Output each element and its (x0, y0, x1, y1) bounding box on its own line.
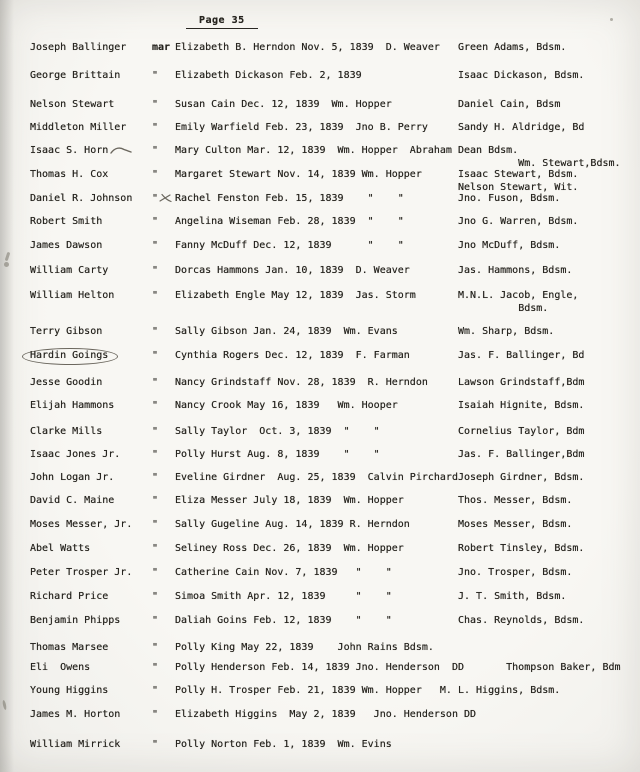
record-row (0, 518, 640, 531)
bondsman-line: Robert Tinsley, Bdsm. (458, 543, 585, 554)
scan-speck (610, 18, 613, 21)
groom-name: Benjamin Phipps (30, 615, 121, 626)
groom-name: Eli Owens (30, 662, 91, 673)
bondsman-line: Jas. F. Ballinger, Bd (458, 350, 585, 361)
bride-date-surety: Sally Gugeline Aug. 14, 1839 R. Herndon (175, 519, 410, 530)
bride-date-surety: Angelina Wiseman Feb. 28, 1839 " " (175, 216, 404, 227)
ditto-mark: " (152, 495, 159, 506)
scan-speck (4, 262, 9, 267)
groom-name (30, 349, 152, 365)
groom-name: Middleton Miller (30, 122, 127, 133)
groom-name: Isaac Jones Jr. (30, 449, 121, 460)
bondsman-line: Thompson Baker, Bdm (463, 662, 621, 673)
ditto-mark: " (152, 265, 159, 276)
record-row (0, 590, 640, 603)
record-row (0, 641, 640, 654)
pencil-circle: Hardin Goings (22, 348, 118, 365)
bride-date-surety: Eliza Messer July 18, 1839 Wm. Hopper (175, 495, 404, 506)
bondsman (458, 399, 640, 412)
record-row (0, 542, 640, 555)
groom-name: Isaac S. Horn (30, 144, 152, 157)
bride-date-surety: Seliney Ross Dec. 26, 1839 Wm. Hopper (175, 543, 404, 554)
bondsman (458, 289, 640, 315)
record-row (0, 684, 640, 697)
record-row (0, 264, 640, 277)
bondsman (458, 41, 640, 54)
ditto-mark: " (152, 685, 159, 696)
bondsman-line: Cornelius Taylor, Bdm (458, 426, 585, 437)
bondsman-line: Chas. Reynolds, Bdsm. (458, 615, 585, 626)
records-list (0, 41, 640, 751)
record-row (0, 215, 640, 228)
bondsman-line: Nelson Stewart, Wit. (458, 182, 579, 193)
ditto-mark: " (152, 350, 159, 361)
record-row (0, 289, 640, 315)
bondsman (458, 471, 640, 484)
groom-name: Joseph Ballinger (30, 42, 127, 53)
ditto-mark: " (152, 615, 159, 626)
groom-name: Abel Watts (30, 543, 91, 554)
ditto-mark: " (152, 426, 159, 437)
ditto-mark: " (152, 543, 159, 554)
bondsman (458, 494, 640, 507)
bride-date-surety: Simoa Smith Apr. 12, 1839 " " (175, 591, 392, 602)
bondsman (458, 98, 640, 111)
ditto-mark: mar (152, 42, 171, 53)
record-row (0, 471, 640, 484)
bondsman (458, 69, 640, 82)
record-row (0, 661, 640, 674)
groom-name: Robert Smith (30, 216, 103, 227)
groom-name: David C. Maine (30, 495, 115, 506)
record-row (0, 168, 640, 194)
groom-name: Elijah Hammons (30, 400, 115, 411)
bondsman-line: J. T. Smith, Bdsm. (458, 591, 567, 602)
bondsman-line: Bdsm. (458, 303, 549, 314)
bride-date-surety: Polly H. Trosper Feb. 21, 1839 Wm. Hopper M. L. Higgins, Bdsm. (175, 685, 561, 696)
bride-date-surety: Margaret Stewart Nov. 14, 1839 Wm. Hopper (175, 169, 422, 180)
bondsman (458, 192, 640, 205)
bondsman (458, 239, 640, 252)
groom-name: Thomas H. Cox (30, 169, 109, 180)
groom-name: George Brittain (30, 70, 121, 81)
bondsman-line: Wm. Sharp, Bdsm. (458, 326, 555, 337)
bondsman (458, 590, 640, 603)
bondsman (458, 448, 640, 461)
record-row (0, 41, 640, 54)
groom-name: Moses Messer, Jr. (30, 519, 133, 530)
bride-date-surety: Elizabeth Dickason Feb. 2, 1839 (175, 70, 362, 81)
bride-date-surety: Polly King May 22, 1839 John Rains Bdsm. (175, 642, 434, 653)
bondsman (458, 566, 640, 579)
ditto-mark: " (152, 290, 159, 301)
bondsman-line: Jas. Hammons, Bdsm. (458, 265, 573, 276)
page-title: Page 35 (186, 14, 258, 29)
bondsman (458, 376, 640, 389)
bondsman-line: Daniel Cain, Bdsm (458, 99, 561, 110)
groom-name: James Dawson (30, 240, 103, 251)
bride-date-surety: Catherine Cain Nov. 7, 1839 " " (175, 567, 392, 578)
bride-date-surety: Eveline Girdner Aug. 25, 1839 Calvin Pirchard (175, 472, 458, 483)
bondsman-line: Green Adams, Bdsm. (458, 42, 567, 53)
bride-date-surety: Dorcas Hammons Jan. 10, 1839 D. Weaver (175, 265, 410, 276)
bondsman-line: Isaiah Hignite, Bdsm. (458, 400, 585, 411)
record-row (0, 425, 640, 438)
groom-name: James M. Horton (30, 709, 121, 720)
record-row (0, 98, 640, 111)
groom-name: William Mirrick (30, 739, 121, 750)
groom-name: John Logan Jr. (30, 472, 115, 483)
groom-name: Richard Price (30, 591, 109, 602)
record-row (0, 144, 640, 170)
bride-date-surety: Polly Henderson Feb. 14, 1839 Jno. Henderson DD (175, 662, 464, 673)
bondsman (458, 121, 640, 134)
bride-date-surety: Cynthia Rogers Dec. 12, 1839 F. Farman (175, 350, 410, 361)
ditto-mark: " (152, 377, 159, 388)
bondsman-line: Jno McDuff, Bdsm. (458, 240, 561, 251)
groom-name: William Helton (30, 290, 115, 301)
ditto-mark: " (152, 169, 159, 180)
record-row (0, 448, 640, 461)
ditto-mark: " (152, 662, 159, 673)
bride-date-surety: Sally Gibson Jan. 24, 1839 Wm. Evans (175, 326, 398, 337)
scan-edge-shadow (0, 0, 14, 772)
ditto-mark: " (152, 449, 159, 460)
bondsman-line: Isaac Stewart, Bdsm. (458, 169, 579, 180)
bride-date-surety: Nancy Crook May 16, 1839 Wm. Hooper (175, 400, 398, 411)
record-row (0, 349, 640, 365)
ditto-mark: " (152, 193, 159, 204)
bondsman-line (518, 144, 640, 157)
bondsman-line: Thos. Messer, Bdsm. (458, 495, 573, 506)
groom-name: Nelson Stewart (30, 99, 115, 110)
bride-date-surety: Mary Culton Mar. 12, 1839 Wm. Hopper Abraham Dean Bdsm. (175, 145, 519, 156)
bondsman (518, 144, 640, 170)
record-row (0, 566, 640, 579)
ditto-mark: " (152, 240, 159, 251)
ditto-mark: " (152, 709, 159, 720)
ditto-mark: " (152, 591, 159, 602)
ditto-mark: " (152, 400, 159, 411)
bondsman-line: Jas. F. Ballinger,Bdm (458, 449, 585, 460)
groom-name: Peter Trosper Jr. (30, 567, 133, 578)
ditto-mark: " (152, 216, 159, 227)
bondsman-line: Sandy H. Aldridge, Bd (458, 122, 585, 133)
bride-date-surety: Emily Warfield Feb. 23, 1839 Jno B. Perry (175, 122, 428, 133)
ditto-mark: " (152, 145, 159, 156)
bride-date-surety: Polly Norton Feb. 1, 1839 Wm. Evins (175, 739, 392, 750)
groom-name: Young Higgins (30, 685, 109, 696)
ditto-mark: " (152, 567, 159, 578)
bondsman (458, 264, 640, 277)
bride-date-surety: Fanny McDuff Dec. 12, 1839 " " (175, 240, 404, 251)
bondsman-line: M.N.L. Jacob, Engle, (458, 290, 579, 301)
record-row (0, 494, 640, 507)
record-row (0, 192, 640, 205)
bondsman-line: Jno. Fuson, Bdsm. (458, 193, 561, 204)
bondsman-line: Joseph Girdner, Bdsm. (458, 472, 585, 483)
bondsman (458, 215, 640, 228)
bride-date-surety: Daliah Goins Feb. 12, 1839 " " (175, 615, 392, 626)
pencil-x-mark (159, 193, 172, 203)
record-row (0, 376, 640, 389)
groom-name: Terry Gibson (30, 326, 103, 337)
bondsman (458, 542, 640, 555)
record-row (0, 239, 640, 252)
bondsman (458, 518, 640, 531)
record-row (0, 614, 640, 627)
bondsman (458, 168, 640, 194)
bondsman (458, 349, 640, 362)
bride-date-surety: Elizabeth Engle May 12, 1839 Jas. Storm (175, 290, 416, 301)
bondsman-line: Lawson Grindstaff,Bdm (458, 377, 585, 388)
ditto-mark: " (152, 519, 159, 530)
bride-date-surety: Sally Taylor Oct. 3, 1839 " " (175, 426, 380, 437)
record-row (0, 69, 640, 82)
bondsman-line: Wm. Stewart,Bdsm. (518, 158, 621, 169)
bride-date-surety: Polly Hurst Aug. 8, 1839 " " (175, 449, 380, 460)
bride-date-surety: Elizabeth B. Herndon Nov. 5, 1839 D. Weaver (175, 42, 440, 53)
ditto-mark: " (152, 326, 159, 337)
groom-name: Clarke Mills (30, 426, 103, 437)
ditto-mark: " (152, 642, 159, 653)
bondsman (458, 425, 640, 438)
bride-date-surety: Rachel Fenston Feb. 15, 1839 " " (175, 192, 458, 205)
groom-name: William Carty (30, 265, 109, 276)
record-row (0, 121, 640, 134)
record-row (0, 325, 640, 338)
bondsman-line: Moses Messer, Bdsm. (458, 519, 573, 530)
groom-name: Daniel R. Johnson (30, 193, 133, 204)
bride-date-surety: Susan Cain Dec. 12, 1839 Wm. Hopper (175, 99, 392, 110)
groom-name: Thomas Marsee (30, 642, 109, 653)
record-row (0, 738, 640, 751)
pencil-check-mark (110, 146, 132, 155)
bondsman (458, 325, 640, 338)
ditto-mark: " (152, 472, 159, 483)
ditto-mark: " (152, 70, 159, 81)
ditto-mark: " (152, 122, 159, 133)
groom-name: Jesse Goodin (30, 377, 103, 388)
bondsman-line: Isaac Dickason, Bdsm. (458, 70, 585, 81)
bondsman (458, 614, 640, 627)
bondsman (464, 661, 640, 674)
bondsman-line: Jno G. Warren, Bdsm. (458, 216, 579, 227)
record-row (0, 708, 640, 721)
bride-date-surety: Elizabeth Higgins May 2, 1839 Jno. Henderson DD (175, 709, 477, 720)
bride-date-surety: Nancy Grindstaff Nov. 28, 1839 R. Herndon (175, 377, 428, 388)
ditto-mark: " (152, 99, 159, 110)
bondsman-line: Jno. Trosper, Bdsm. (458, 567, 573, 578)
record-row (0, 399, 640, 412)
title-wrap (0, 0, 640, 29)
ditto-mark: " (152, 739, 159, 750)
